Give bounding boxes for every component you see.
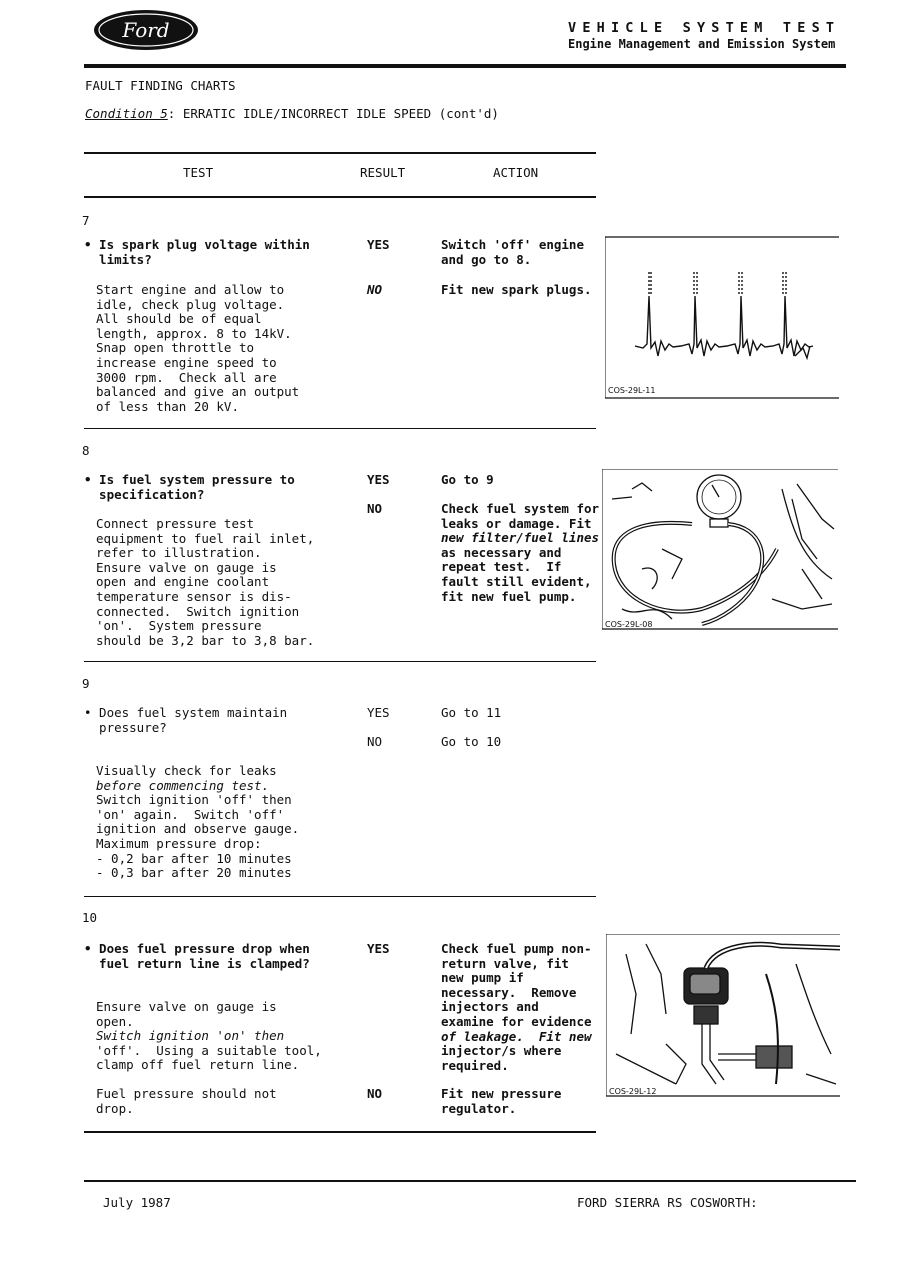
action-text	[441, 238, 584, 267]
header-rule	[84, 64, 846, 68]
question-line: • Does fuel pressure drop when	[84, 941, 310, 956]
action-text	[441, 473, 494, 488]
procedure-line: 'on' again. Switch 'off'	[96, 806, 285, 822]
action-text	[441, 502, 599, 604]
step-number: 8	[82, 443, 90, 458]
action-line: fit new fuel pump.	[441, 588, 577, 604]
action-line: and go to 8.	[441, 251, 532, 267]
result-yes: YES	[367, 941, 390, 956]
procedure-line: refer to illustration.	[96, 545, 262, 561]
procedure-line: open.	[96, 1013, 134, 1029]
condition-text: : ERRATIC IDLE/INCORRECT IDLE SPEED (cont'd)	[167, 106, 499, 121]
action-line: Fit new spark plugs.	[441, 282, 592, 297]
procedure-line: Snap open throttle to	[96, 340, 255, 356]
procedure-line: open and engine coolant	[96, 574, 270, 590]
procedure-line: clamp off fuel return line.	[96, 1057, 300, 1073]
result-yes: YES	[367, 472, 390, 487]
procedure-line: of less than 20 kV.	[96, 398, 239, 414]
action-text	[441, 735, 501, 750]
question-line: pressure?	[84, 719, 167, 735]
system-subtitle: Engine Management and Emission System	[568, 37, 836, 51]
step-procedure-note	[96, 1087, 277, 1116]
procedure-line: Maximum pressure drop:	[96, 835, 262, 851]
table-bottom-rule	[84, 1131, 596, 1133]
action-line: injectors and	[441, 999, 539, 1015]
procedure-line: balanced and give an output	[96, 384, 300, 400]
procedure-line: Ensure valve on gauge is	[96, 999, 277, 1014]
question-line: • Does fuel system maintain	[84, 705, 288, 720]
action-line: new pump if	[441, 970, 524, 986]
action-line: Go to 10	[441, 734, 502, 749]
system-title: VEHICLE SYSTEM TEST	[568, 20, 841, 36]
procedure-line: 'off'. Using a suitable tool,	[96, 1042, 322, 1058]
action-line: required.	[441, 1057, 509, 1073]
action-line: as necessary and	[441, 544, 562, 560]
figure-pressure-gauge	[602, 469, 838, 633]
question-line: limits?	[84, 251, 152, 267]
table-header-rule	[84, 196, 596, 198]
footer-date: July 1987	[103, 1195, 171, 1210]
figure-fuel-return-clamp	[606, 934, 840, 1100]
step-divider	[84, 661, 596, 662]
action-line: Check fuel system for	[441, 501, 600, 516]
footer-rule	[84, 1180, 856, 1182]
step-question	[84, 238, 310, 267]
procedure-line: increase engine speed to	[96, 354, 277, 370]
procedure-line: - 0,3 bar after 20 minutes	[96, 865, 292, 881]
ford-logo	[93, 9, 199, 51]
action-text	[441, 283, 592, 298]
question-line: • Is spark plug voltage within	[84, 237, 310, 252]
step-procedure	[96, 517, 314, 648]
result-yes: YES	[367, 237, 390, 252]
step-number: 10	[82, 910, 98, 925]
step-divider	[84, 428, 596, 429]
column-result: RESULT	[360, 165, 406, 180]
question-line: • Is fuel system pressure to	[84, 472, 295, 487]
procedure-line: Fuel pressure should not	[96, 1086, 277, 1101]
question-line: fuel return line is clamped?	[84, 955, 310, 971]
procedure-line: Start engine and allow to	[96, 282, 285, 297]
action-line: Check fuel pump non-	[441, 941, 592, 956]
step-procedure	[96, 1000, 322, 1073]
step-divider	[84, 896, 596, 897]
action-line: regulator.	[441, 1100, 517, 1116]
step-number: 7	[82, 213, 90, 228]
action-line: necessary. Remove	[441, 984, 577, 1000]
procedure-line: 3000 rpm. Check all are	[96, 369, 277, 385]
action-text	[441, 706, 501, 721]
procedure-line: All should be of equal	[96, 311, 262, 327]
result-yes: YES	[367, 705, 390, 720]
column-test: TEST	[183, 165, 214, 180]
procedure-line: connected. Switch ignition	[96, 603, 300, 619]
procedure-line: Switch ignition 'on' then	[96, 1028, 285, 1044]
footer-model: FORD SIERRA RS COSWORTH:	[577, 1195, 758, 1210]
procedure-line: equipment to fuel rail inlet,	[96, 530, 315, 546]
action-text	[441, 1087, 561, 1116]
figure-label: COS-29L-08	[605, 620, 653, 629]
action-line: Go to 9	[441, 472, 494, 487]
result-no: NO	[367, 1086, 383, 1101]
action-line: repeat test. If	[441, 559, 562, 575]
action-line: of leakage. Fit new	[441, 1028, 592, 1044]
question-line: specification?	[84, 486, 205, 502]
procedure-line: should be 3,2 bar to 3,8 bar.	[96, 632, 315, 648]
step-procedure	[96, 764, 299, 881]
action-line: leaks or damage. Fit	[441, 515, 592, 531]
action-line: examine for evidence	[441, 1013, 592, 1029]
procedure-line: idle, check plug voltage.	[96, 296, 285, 312]
procedure-line: drop.	[96, 1100, 134, 1116]
step-question	[84, 706, 287, 735]
procedure-line: Visually check for leaks	[96, 763, 277, 778]
table-top-rule	[84, 152, 596, 154]
action-line: injector/s where	[441, 1043, 562, 1059]
procedure-line: ignition and observe gauge.	[96, 821, 300, 837]
step-question	[84, 473, 295, 502]
section-title: FAULT FINDING CHARTS	[85, 78, 236, 93]
procedure-line: Ensure valve on gauge is	[96, 559, 277, 575]
figure-label: COS-29L-12	[609, 1087, 657, 1096]
procedure-line: before commencing test.	[96, 777, 270, 793]
procedure-line: temperature sensor is dis-	[96, 588, 292, 604]
step-number: 9	[82, 676, 90, 691]
action-line: return valve, fit	[441, 955, 569, 971]
procedure-line: Switch ignition 'off' then	[96, 792, 292, 808]
action-text	[441, 942, 592, 1073]
step-procedure	[96, 283, 299, 414]
action-line: fault still evident,	[441, 573, 592, 589]
procedure-line: 'on'. System pressure	[96, 618, 262, 634]
procedure-line: length, approx. 8 to 14kV.	[96, 325, 292, 341]
action-line: Fit new pressure	[441, 1086, 562, 1101]
result-no: NO	[367, 734, 383, 749]
action-line: Go to 11	[441, 705, 502, 720]
action-line: Switch 'off' engine	[441, 237, 584, 252]
result-no: NO	[367, 501, 383, 516]
procedure-line: Connect pressure test	[96, 516, 255, 531]
logo-text: Ford	[122, 18, 170, 42]
figure-oscilloscope-trace	[605, 236, 839, 400]
figure-label: COS-29L-11	[608, 386, 656, 395]
step-question	[84, 942, 310, 971]
action-line: new filter/fuel lines	[441, 530, 600, 546]
condition-line	[85, 107, 499, 122]
column-action: ACTION	[493, 165, 539, 180]
procedure-line: - 0,2 bar after 10 minutes	[96, 850, 292, 866]
condition-label: Condition 5	[85, 106, 168, 121]
result-no: NO	[367, 282, 383, 297]
